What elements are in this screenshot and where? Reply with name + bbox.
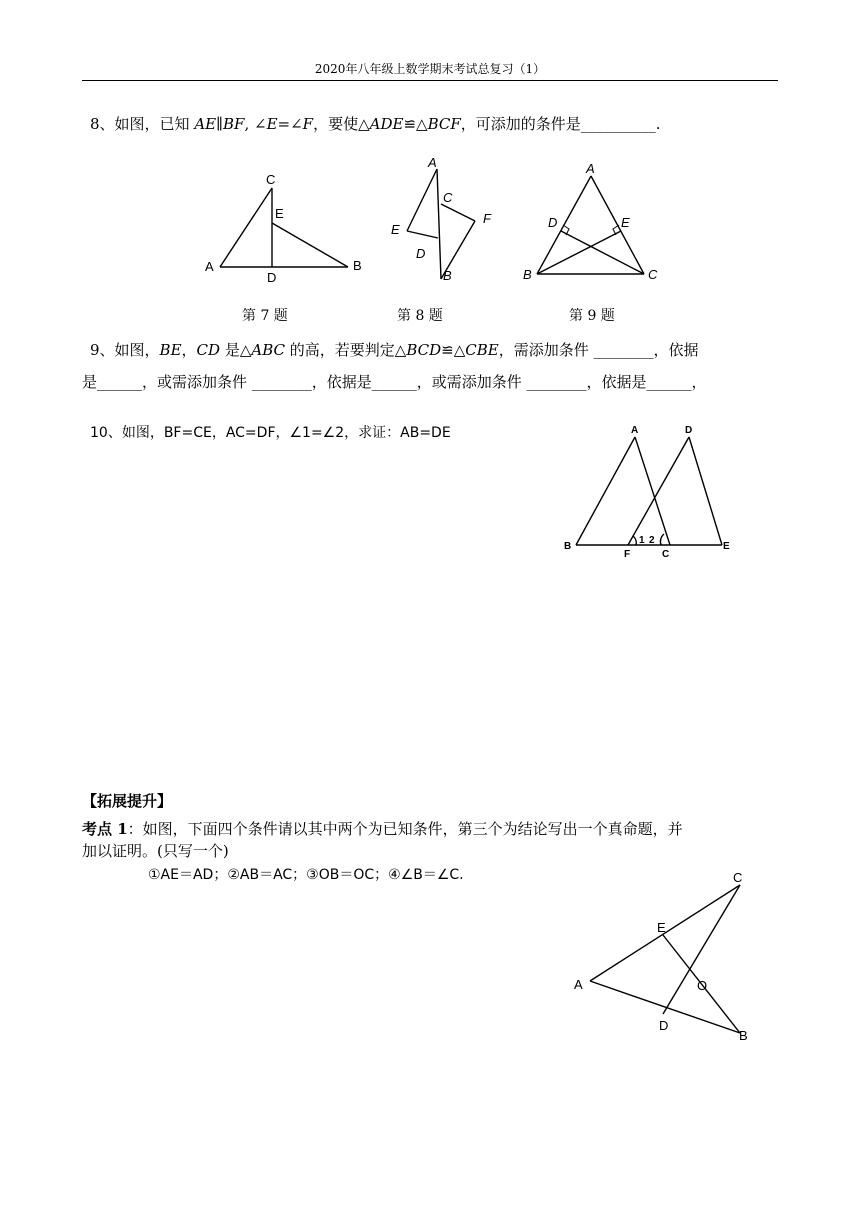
fig8-label-b: B [443, 268, 452, 283]
q8-math: E [266, 115, 278, 133]
q9-text: 的高，若要判定△ [285, 341, 407, 359]
figure-7 [195, 168, 375, 288]
fig8-label-d: D [416, 246, 426, 261]
ext-label-o: O [697, 978, 708, 993]
caption-figure-8: 第 8 题 [397, 308, 443, 324]
fig10-label-1: 1 [639, 535, 645, 546]
fig7-label-c: C [266, 172, 276, 187]
q8-text: =∠ [277, 115, 303, 133]
q8-math: BCF [427, 115, 461, 133]
ext-label-d: D [659, 1018, 669, 1033]
fig10-label-b: B [564, 541, 572, 552]
ext-label-b: B [739, 1028, 748, 1043]
ext-label-c: C [733, 870, 743, 885]
question-9-line-2: 是______，或需添加条件 ________，依据是______，或需添加条件 ________，依据是______， [82, 373, 707, 391]
figure-10 [560, 420, 740, 560]
fig8-label-a: A [428, 155, 437, 170]
q9-math: ABC [251, 341, 285, 359]
key-point-1-line-2: 加以证明。(只写一个) [82, 842, 229, 860]
fig10-label-a: A [631, 425, 639, 436]
ext-label-a: A [574, 977, 583, 992]
q8-math: ADE [369, 115, 404, 133]
q9-text: 是△ [220, 341, 252, 359]
q8-text: 8、如图，已知 [90, 115, 195, 133]
fig9-label-a: A [586, 161, 595, 176]
question-8 [90, 113, 661, 134]
q9-math: BE [159, 341, 182, 359]
page-header: 2020年八年级上数学期末考试总复习（1） [314, 62, 546, 76]
fig9-label-c: C [648, 267, 658, 282]
caption-figure-9: 第 9 题 [569, 308, 615, 324]
fig10-label-c: C [662, 549, 670, 560]
q8-text: ，可添加的条件是__________. [460, 115, 661, 133]
section-title: 【拓展提升】 [82, 792, 173, 810]
q9-math: CD [196, 341, 221, 359]
q8-math: F [302, 115, 314, 133]
q9-math: BCD [406, 341, 442, 359]
q9-text: ，需添加条件 ________，依据 [498, 341, 699, 359]
q9-text: ≌△ [441, 341, 466, 359]
key-point-label: 考点 1 [82, 820, 128, 838]
key-point-text: ：如图，下面四个条件请以其中两个为已知条件，第三个为结论写出一个真命题，并 [127, 820, 683, 838]
fig8-label-f: F [483, 211, 491, 226]
fig10-label-2: 2 [649, 535, 655, 546]
fig9-label-d: D [548, 215, 558, 230]
fig7-label-a: A [205, 259, 214, 274]
question-10: 10、如图，BF=CE，AC=DF，∠1=∠2，求证：AB=DE [90, 425, 451, 441]
figure-8 [385, 155, 500, 285]
conditions-list: ①AE＝AD；②AB＝AC；③OB＝OC；④∠B＝∠C. [148, 867, 464, 883]
figure-9 [520, 158, 670, 286]
header-rule [82, 80, 778, 81]
fig7-label-e: E [275, 206, 284, 221]
fig8-label-c: C [443, 190, 453, 205]
q8-math: AE∥BF [194, 115, 245, 133]
q9-text: ， [181, 341, 197, 359]
ext-label-e: E [657, 920, 666, 935]
caption-figure-7: 第 7 题 [242, 308, 288, 324]
fig10-label-e: E [723, 541, 730, 552]
fig10-label-d: D [685, 425, 693, 436]
key-point-1 [82, 818, 683, 839]
fig7-label-d: D [267, 270, 277, 285]
q8-text: ，要使△ [313, 115, 370, 133]
q8-text: , ∠ [244, 115, 267, 133]
fig8-label-e: E [391, 222, 400, 237]
fig9-label-e: E [621, 215, 630, 230]
fig9-label-b: B [523, 267, 532, 282]
question-9 [90, 339, 698, 360]
q9-math: CBE [465, 341, 499, 359]
figure-extension [565, 870, 765, 1050]
fig10-label-f: F [624, 549, 631, 560]
q9-text: 9、如图， [90, 341, 160, 359]
fig7-label-b: B [353, 258, 362, 273]
q8-text: ≌△ [403, 115, 428, 133]
